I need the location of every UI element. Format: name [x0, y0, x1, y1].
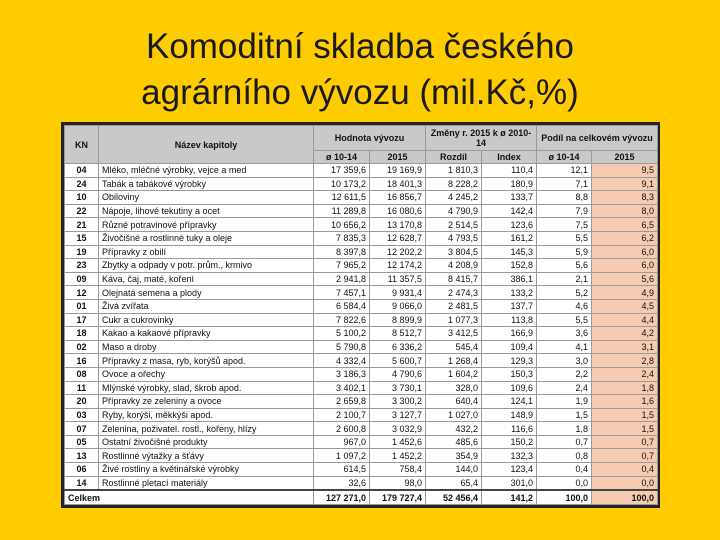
- cell-avg: 7 835,3: [314, 231, 370, 245]
- cell-kn: 12: [65, 286, 99, 300]
- cell-avg: 4 332,4: [314, 354, 370, 368]
- cell-name: Tabák a tabákové výrobky: [99, 177, 314, 191]
- cell-share-2015: 2,8: [592, 354, 658, 368]
- table-row: [65, 164, 658, 178]
- cell-diff: 545,4: [426, 340, 482, 354]
- cell-name: Rostlinné výtažky a šťávy: [99, 449, 314, 463]
- cell-2015: 16 856,7: [370, 191, 426, 205]
- cell-avg: 32,6: [314, 476, 370, 490]
- cell-2015: 19 169,9: [370, 164, 426, 178]
- cell-share-avg: 2,4: [537, 381, 592, 395]
- cell-diff: 2 481,5: [426, 299, 482, 313]
- cell-name: Mléko, mléčné výrobky, vejce a med: [99, 164, 314, 178]
- cell-share-avg: 3,0: [537, 354, 592, 368]
- cell-diff: 2 514,5: [426, 218, 482, 232]
- cell-index: 123,6: [482, 218, 537, 232]
- cell-index: 124,1: [482, 395, 537, 409]
- table-row: [65, 286, 658, 300]
- cell-share-2015: 6,0: [592, 259, 658, 273]
- cell-diff: 2 474,3: [426, 286, 482, 300]
- cell-share-avg: 3,6: [537, 327, 592, 341]
- table-row: [65, 177, 658, 191]
- header-avg-share: ø 10-14: [537, 151, 592, 164]
- cell-index: 142,4: [482, 204, 537, 218]
- table-row: [65, 259, 658, 273]
- cell-kn: 15: [65, 231, 99, 245]
- cell-share-2015: 6,5: [592, 218, 658, 232]
- cell-share-2015: 1,8: [592, 381, 658, 395]
- cell-diff: 3 804,5: [426, 245, 482, 259]
- cell-index: 132,3: [482, 449, 537, 463]
- cell-2015: 8 899,9: [370, 313, 426, 327]
- cell-kn: 09: [65, 272, 99, 286]
- cell-share-avg: 7,5: [537, 218, 592, 232]
- cell-kn: 04: [65, 164, 99, 178]
- cell-index: 133,2: [482, 286, 537, 300]
- table-row: [65, 367, 658, 381]
- cell-name: Přípravky z masa, ryb, korýšů apod.: [99, 354, 314, 368]
- cell-2015: 3 032,9: [370, 422, 426, 436]
- cell-index: 161,2: [482, 231, 537, 245]
- cell-avg: 7 965,2: [314, 259, 370, 273]
- cell-name: Nápoje, lihové tekutiny a ocet: [99, 204, 314, 218]
- cell-share-avg: 2,1: [537, 272, 592, 286]
- table-row: [65, 245, 658, 259]
- table-row: [65, 299, 658, 313]
- total-index: 141,2: [482, 490, 537, 504]
- cell-share-avg: 7,9: [537, 204, 592, 218]
- cell-2015: 5 600,7: [370, 354, 426, 368]
- cell-2015: 3 127,7: [370, 408, 426, 422]
- cell-index: 301,0: [482, 476, 537, 490]
- cell-index: 113,8: [482, 313, 537, 327]
- cell-share-2015: 0,0: [592, 476, 658, 490]
- table-row: [65, 191, 658, 205]
- cell-share-avg: 12,1: [537, 164, 592, 178]
- cell-kn: 05: [65, 435, 99, 449]
- cell-kn: 18: [65, 327, 99, 341]
- table-row: [65, 313, 658, 327]
- cell-avg: 2 659,8: [314, 395, 370, 409]
- cell-share-2015: 6,0: [592, 245, 658, 259]
- cell-avg: 2 100,7: [314, 408, 370, 422]
- cell-avg: 5 100,2: [314, 327, 370, 341]
- cell-name: Různé potravinové přípravky: [99, 218, 314, 232]
- cell-2015: 18 401,3: [370, 177, 426, 191]
- cell-kn: 06: [65, 463, 99, 477]
- table-row: [65, 204, 658, 218]
- table-row: [65, 476, 658, 490]
- cell-diff: 65,4: [426, 476, 482, 490]
- cell-share-2015: 0,7: [592, 449, 658, 463]
- title-line-2: agrárního vývozu (mil.Kč,%): [141, 73, 579, 112]
- cell-share-avg: 8,8: [537, 191, 592, 205]
- table-row: [65, 218, 658, 232]
- header-name: Název kapitoly: [99, 126, 314, 164]
- cell-diff: 432,2: [426, 422, 482, 436]
- table-row: [65, 435, 658, 449]
- cell-avg: 7 822,6: [314, 313, 370, 327]
- cell-2015: 758,4: [370, 463, 426, 477]
- cell-share-2015: 9,5: [592, 164, 658, 178]
- cell-name: Zbytky a odpady v potr. prům., krmivo: [99, 259, 314, 273]
- cell-index: 148,9: [482, 408, 537, 422]
- header-change-group: Změny r. 2015 k ø 2010-14: [426, 126, 537, 151]
- total-label: Celkem: [65, 490, 314, 504]
- cell-share-avg: 5,2: [537, 286, 592, 300]
- slide-title: [0, 24, 720, 116]
- cell-share-avg: 1,5: [537, 408, 592, 422]
- cell-2015: 11 357,5: [370, 272, 426, 286]
- cell-2015: 98,0: [370, 476, 426, 490]
- cell-name: Káva, čaj, maté, koření: [99, 272, 314, 286]
- total-diff: 52 456,4: [426, 490, 482, 504]
- cell-avg: 10 173,2: [314, 177, 370, 191]
- cell-index: 109,4: [482, 340, 537, 354]
- cell-share-2015: 4,5: [592, 299, 658, 313]
- cell-avg: 2 941,8: [314, 272, 370, 286]
- cell-kn: 02: [65, 340, 99, 354]
- cell-share-avg: 2,2: [537, 367, 592, 381]
- cell-2015: 1 452,6: [370, 435, 426, 449]
- cell-diff: 1 027,0: [426, 408, 482, 422]
- header-avg: ø 10-14: [314, 151, 370, 164]
- cell-share-2015: 9,1: [592, 177, 658, 191]
- cell-diff: 1 810,3: [426, 164, 482, 178]
- cell-share-avg: 1,8: [537, 422, 592, 436]
- cell-share-2015: 2,4: [592, 367, 658, 381]
- header-2015-share: 2015: [592, 151, 658, 164]
- export-table: [64, 125, 658, 505]
- cell-kn: 01: [65, 299, 99, 313]
- cell-index: 386,1: [482, 272, 537, 286]
- cell-share-avg: 0,7: [537, 435, 592, 449]
- cell-diff: 328,0: [426, 381, 482, 395]
- header-value-group: Hodnota vývozu: [314, 126, 426, 151]
- cell-name: Cukr a cukrovinky: [99, 313, 314, 327]
- cell-diff: 4 793,5: [426, 231, 482, 245]
- cell-2015: 8 512,7: [370, 327, 426, 341]
- cell-2015: 9 066,0: [370, 299, 426, 313]
- cell-diff: 4 790,9: [426, 204, 482, 218]
- cell-index: 145,3: [482, 245, 537, 259]
- header-index: Index: [482, 151, 537, 164]
- cell-2015: 12 628,7: [370, 231, 426, 245]
- cell-share-2015: 6,2: [592, 231, 658, 245]
- cell-2015: 12 202,2: [370, 245, 426, 259]
- cell-index: 150,3: [482, 367, 537, 381]
- cell-name: Ovoce a ořechy: [99, 367, 314, 381]
- cell-share-avg: 5,5: [537, 231, 592, 245]
- cell-name: Rostlinné pletací materiály: [99, 476, 314, 490]
- cell-index: 166,9: [482, 327, 537, 341]
- table-row: [65, 340, 658, 354]
- cell-2015: 3 300,2: [370, 395, 426, 409]
- table-row: [65, 395, 658, 409]
- cell-index: 133,7: [482, 191, 537, 205]
- cell-diff: 4 208,9: [426, 259, 482, 273]
- header-share-group: Podíl na celkovém vývozu: [537, 126, 658, 151]
- cell-name: Živočišné a rostlinné tuky a oleje: [99, 231, 314, 245]
- cell-avg: 10 656,2: [314, 218, 370, 232]
- cell-share-2015: 5,6: [592, 272, 658, 286]
- table-row: [65, 463, 658, 477]
- cell-share-2015: 8,0: [592, 204, 658, 218]
- cell-name: Živé rostliny a květinářské výrobky: [99, 463, 314, 477]
- total-share-avg: 100,0: [537, 490, 592, 504]
- table-row: [65, 449, 658, 463]
- cell-index: 109,6: [482, 381, 537, 395]
- cell-name: Mlýnské výrobky, slad, škrob apod.: [99, 381, 314, 395]
- cell-share-2015: 1,5: [592, 408, 658, 422]
- cell-2015: 13 170,8: [370, 218, 426, 232]
- cell-index: 137,7: [482, 299, 537, 313]
- cell-share-2015: 1,5: [592, 422, 658, 436]
- cell-diff: 485,6: [426, 435, 482, 449]
- cell-diff: 1 604,2: [426, 367, 482, 381]
- cell-2015: 3 730,1: [370, 381, 426, 395]
- cell-diff: 144,0: [426, 463, 482, 477]
- cell-2015: 6 336,2: [370, 340, 426, 354]
- cell-avg: 6 584,4: [314, 299, 370, 313]
- cell-index: 129,3: [482, 354, 537, 368]
- title-line-1: Komoditní skladba českého: [145, 27, 575, 66]
- cell-name: Obiloviny: [99, 191, 314, 205]
- cell-share-2015: 8,3: [592, 191, 658, 205]
- cell-index: 180,9: [482, 177, 537, 191]
- cell-kn: 03: [65, 408, 99, 422]
- cell-diff: 1 268,4: [426, 354, 482, 368]
- cell-kn: 13: [65, 449, 99, 463]
- cell-avg: 614,5: [314, 463, 370, 477]
- cell-share-avg: 5,9: [537, 245, 592, 259]
- cell-share-avg: 4,6: [537, 299, 592, 313]
- cell-kn: 11: [65, 381, 99, 395]
- cell-name: Přípravky ze zeleniny a ovoce: [99, 395, 314, 409]
- table-row: [65, 354, 658, 368]
- cell-kn: 10: [65, 191, 99, 205]
- cell-diff: 4 245,2: [426, 191, 482, 205]
- cell-avg: 8 397,8: [314, 245, 370, 259]
- cell-avg: 12 611,5: [314, 191, 370, 205]
- cell-kn: 17: [65, 313, 99, 327]
- cell-2015: 1 452,2: [370, 449, 426, 463]
- total-avg: 127 271,0: [314, 490, 370, 504]
- cell-kn: 24: [65, 177, 99, 191]
- cell-share-2015: 4,2: [592, 327, 658, 341]
- cell-avg: 11 289,8: [314, 204, 370, 218]
- cell-2015: 16 080,6: [370, 204, 426, 218]
- cell-share-2015: 4,9: [592, 286, 658, 300]
- table-row: [65, 327, 658, 341]
- table-total-row: [65, 490, 658, 504]
- cell-index: 150,2: [482, 435, 537, 449]
- cell-name: Přípravky z obilí: [99, 245, 314, 259]
- total-2015: 179 727,4: [370, 490, 426, 504]
- cell-index: 152,8: [482, 259, 537, 273]
- cell-share-avg: 4,1: [537, 340, 592, 354]
- cell-2015: 9 931,4: [370, 286, 426, 300]
- cell-avg: 967,0: [314, 435, 370, 449]
- cell-index: 110,4: [482, 164, 537, 178]
- cell-share-avg: 5,5: [537, 313, 592, 327]
- cell-kn: 23: [65, 259, 99, 273]
- cell-kn: 20: [65, 395, 99, 409]
- cell-share-2015: 0,4: [592, 463, 658, 477]
- table-row: [65, 408, 658, 422]
- header-2015: 2015: [370, 151, 426, 164]
- cell-share-avg: 1,9: [537, 395, 592, 409]
- cell-share-avg: 7,1: [537, 177, 592, 191]
- table-row: [65, 272, 658, 286]
- total-share-2015: 100,0: [592, 490, 658, 504]
- cell-diff: 8 415,7: [426, 272, 482, 286]
- cell-diff: 354,9: [426, 449, 482, 463]
- cell-share-avg: 0,0: [537, 476, 592, 490]
- cell-avg: 17 359,6: [314, 164, 370, 178]
- cell-name: Ryby, korýši, měkkýši apod.: [99, 408, 314, 422]
- cell-avg: 1 097,2: [314, 449, 370, 463]
- cell-share-2015: 1,6: [592, 395, 658, 409]
- cell-name: Maso a droby: [99, 340, 314, 354]
- cell-share-2015: 0,7: [592, 435, 658, 449]
- table-row: [65, 231, 658, 245]
- cell-diff: 3 412,5: [426, 327, 482, 341]
- table-row: [65, 422, 658, 436]
- cell-kn: 08: [65, 367, 99, 381]
- cell-diff: 640,4: [426, 395, 482, 409]
- cell-avg: 2 600,8: [314, 422, 370, 436]
- cell-name: Ostatní živočišné produkty: [99, 435, 314, 449]
- cell-share-avg: 0,8: [537, 449, 592, 463]
- export-table-container: [61, 122, 660, 508]
- cell-name: Olejnatá semena a plody: [99, 286, 314, 300]
- header-diff: Rozdíl: [426, 151, 482, 164]
- header-kn: KN: [65, 126, 99, 164]
- cell-avg: 3 402,1: [314, 381, 370, 395]
- cell-kn: 19: [65, 245, 99, 259]
- cell-diff: 8 228,2: [426, 177, 482, 191]
- cell-avg: 3 186,3: [314, 367, 370, 381]
- cell-2015: 4 790,6: [370, 367, 426, 381]
- cell-avg: 7 457,1: [314, 286, 370, 300]
- cell-kn: 07: [65, 422, 99, 436]
- cell-kn: 22: [65, 204, 99, 218]
- cell-share-avg: 5,6: [537, 259, 592, 273]
- cell-index: 116,6: [482, 422, 537, 436]
- cell-share-avg: 0,4: [537, 463, 592, 477]
- cell-share-2015: 4,4: [592, 313, 658, 327]
- table-body: [65, 164, 658, 505]
- cell-kn: 16: [65, 354, 99, 368]
- table-row: [65, 381, 658, 395]
- cell-index: 123,4: [482, 463, 537, 477]
- cell-diff: 1 077,3: [426, 313, 482, 327]
- cell-name: Živá zvířata: [99, 299, 314, 313]
- cell-name: Kakao a kakaové přípravky: [99, 327, 314, 341]
- cell-share-2015: 3,1: [592, 340, 658, 354]
- cell-kn: 14: [65, 476, 99, 490]
- cell-kn: 21: [65, 218, 99, 232]
- cell-name: Zelenina, poživatel. rostl., kořeny, hlízy: [99, 422, 314, 436]
- cell-2015: 12 174,2: [370, 259, 426, 273]
- cell-avg: 5 790,8: [314, 340, 370, 354]
